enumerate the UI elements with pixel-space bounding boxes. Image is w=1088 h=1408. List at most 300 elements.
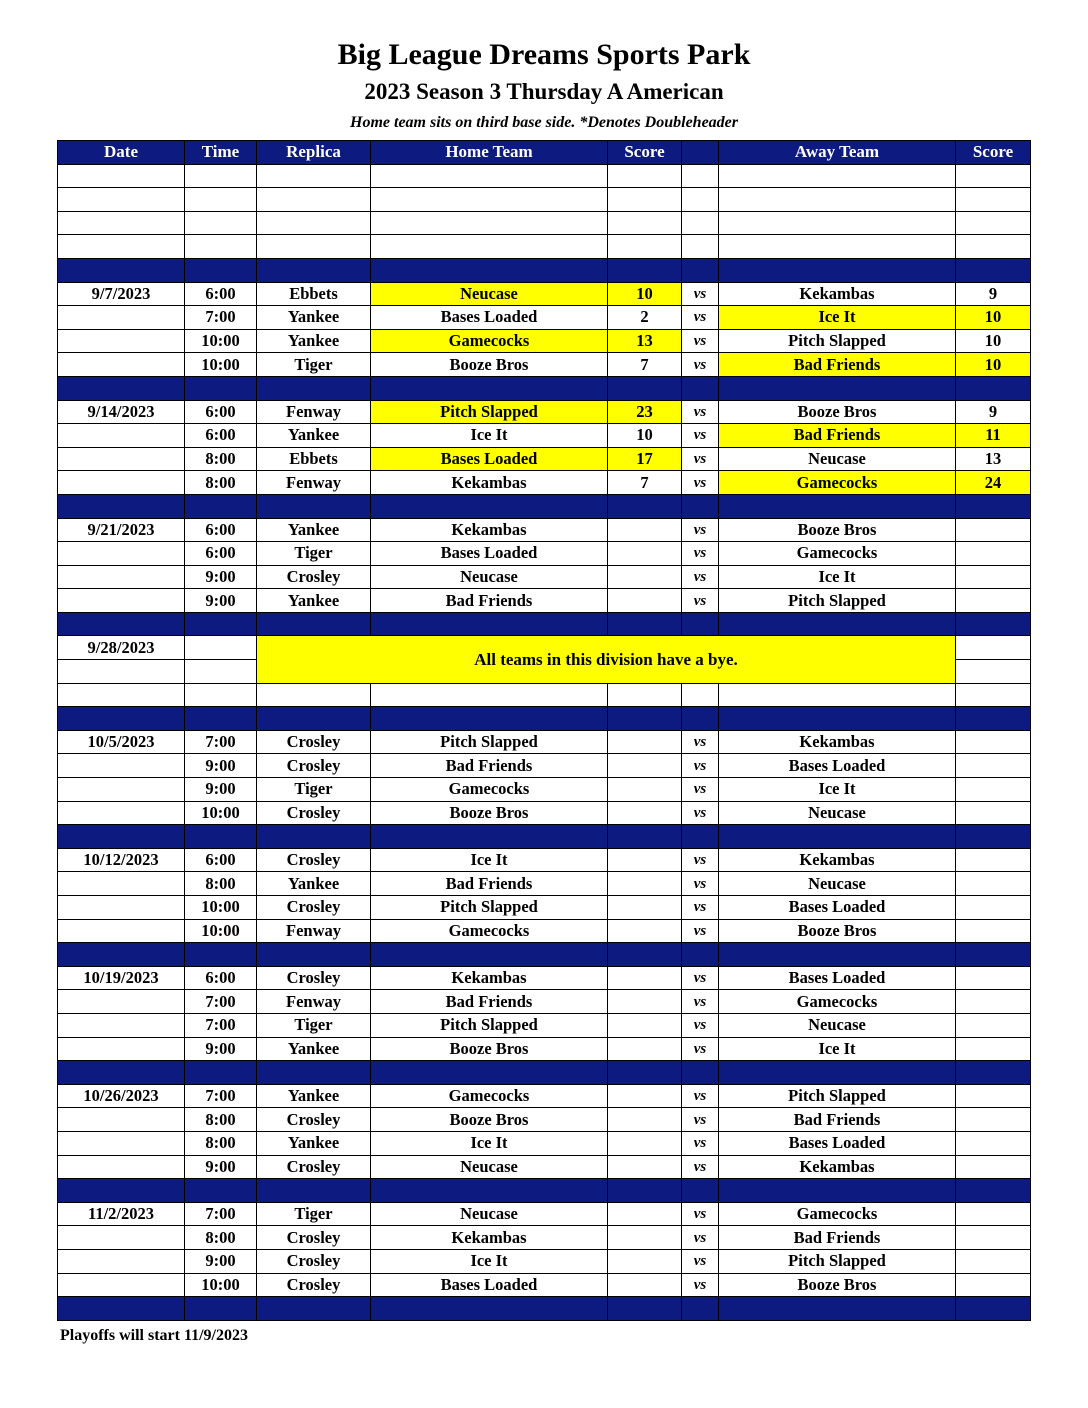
game-date: 10/5/2023 (58, 730, 185, 754)
game-replica: Tiger (257, 542, 371, 566)
game-time: 7:00 (185, 1202, 257, 1226)
game-row (58, 1131, 1031, 1155)
game-time: 6:00 (185, 282, 257, 306)
separator-cell (257, 707, 371, 731)
away-team: Bad Friends (719, 1226, 956, 1250)
separator-cell (956, 1179, 1031, 1203)
game-time: 9:00 (185, 754, 257, 778)
blank-row (58, 235, 1031, 259)
empty-cell (719, 188, 956, 212)
separator-cell (257, 1179, 371, 1203)
game-replica: Crosley (257, 966, 371, 990)
away-score (956, 896, 1031, 920)
blank-row (58, 188, 1031, 212)
home-score: 10 (608, 424, 682, 448)
game-row (58, 400, 1031, 424)
separator-cell (608, 1061, 682, 1085)
separator-cell (58, 494, 185, 518)
game-replica: Crosley (257, 754, 371, 778)
game-replica: Tiger (257, 778, 371, 802)
game-date (58, 919, 185, 943)
game-time: 7:00 (185, 1084, 257, 1108)
col-replica-header: Replica (257, 141, 371, 165)
home-team: Gamecocks (371, 919, 608, 943)
game-date (58, 353, 185, 377)
game-date (58, 801, 185, 825)
game-date (58, 660, 185, 684)
schedule-body (58, 164, 1031, 1320)
empty-cell (719, 235, 956, 259)
away-score (956, 1131, 1031, 1155)
game-row (58, 1155, 1031, 1179)
home-team: Bases Loaded (371, 306, 608, 330)
game-time: 6:00 (185, 424, 257, 448)
vs-label: vs (682, 1037, 719, 1061)
vs-label: vs (682, 872, 719, 896)
week-separator (58, 1061, 1031, 1085)
vs-label: vs (682, 1108, 719, 1132)
empty-cell (185, 683, 257, 707)
away-score: 10 (956, 329, 1031, 353)
game-date: 9/21/2023 (58, 518, 185, 542)
away-score: 10 (956, 306, 1031, 330)
separator-cell (719, 1179, 956, 1203)
away-score (956, 1226, 1031, 1250)
vs-label: vs (682, 400, 719, 424)
vs-label: vs (682, 518, 719, 542)
separator-cell (58, 1061, 185, 1085)
game-time: 9:00 (185, 1155, 257, 1179)
game-date: 9/14/2023 (58, 400, 185, 424)
separator-cell (608, 707, 682, 731)
game-replica: Ebbets (257, 282, 371, 306)
game-date (58, 565, 185, 589)
game-row (58, 1202, 1031, 1226)
home-score (608, 1108, 682, 1132)
vs-label: vs (682, 848, 719, 872)
home-score: 23 (608, 400, 682, 424)
home-score (608, 1273, 682, 1297)
home-team: Booze Bros (371, 353, 608, 377)
away-score (956, 778, 1031, 802)
vs-label: vs (682, 990, 719, 1014)
game-replica: Fenway (257, 471, 371, 495)
home-team: Bad Friends (371, 589, 608, 613)
col-date-header: Date (58, 141, 185, 165)
home-team: Kekambas (371, 518, 608, 542)
game-replica: Ebbets (257, 447, 371, 471)
game-replica: Yankee (257, 424, 371, 448)
home-score: 7 (608, 471, 682, 495)
game-replica: Crosley (257, 1155, 371, 1179)
empty-cell (719, 164, 956, 188)
separator-cell (58, 258, 185, 282)
separator-cell (185, 258, 257, 282)
home-score (608, 589, 682, 613)
game-time: 10:00 (185, 353, 257, 377)
empty-cell (185, 235, 257, 259)
away-score (956, 801, 1031, 825)
away-score: 9 (956, 282, 1031, 306)
game-time: 7:00 (185, 730, 257, 754)
game-replica: Tiger (257, 1013, 371, 1037)
home-score (608, 730, 682, 754)
empty-cell (956, 164, 1031, 188)
game-replica: Crosley (257, 730, 371, 754)
away-team: Kekambas (719, 730, 956, 754)
home-team: Ice It (371, 424, 608, 448)
vs-label: vs (682, 1131, 719, 1155)
game-replica: Crosley (257, 896, 371, 920)
away-score (956, 1155, 1031, 1179)
empty-cell (257, 235, 371, 259)
empty-cell (608, 683, 682, 707)
home-team: Kekambas (371, 471, 608, 495)
vs-label: vs (682, 306, 719, 330)
separator-cell (608, 943, 682, 967)
home-score (608, 1013, 682, 1037)
home-score (608, 1131, 682, 1155)
away-team: Bad Friends (719, 353, 956, 377)
separator-cell (956, 1061, 1031, 1085)
away-score (956, 660, 1031, 684)
away-score (956, 565, 1031, 589)
game-time: 6:00 (185, 400, 257, 424)
game-replica: Yankee (257, 589, 371, 613)
away-score: 9 (956, 400, 1031, 424)
home-team: Neucase (371, 1155, 608, 1179)
vs-label: vs (682, 329, 719, 353)
empty-cell (956, 683, 1031, 707)
game-row (58, 1249, 1031, 1273)
header-row (58, 141, 1031, 165)
home-team: Pitch Slapped (371, 400, 608, 424)
separator-cell (719, 1061, 956, 1085)
vs-label: vs (682, 565, 719, 589)
separator-cell (956, 258, 1031, 282)
separator-cell (185, 1297, 257, 1321)
game-time: 7:00 (185, 306, 257, 330)
separator-cell (608, 825, 682, 849)
away-team: Neucase (719, 801, 956, 825)
away-team: Gamecocks (719, 990, 956, 1014)
away-score (956, 1249, 1031, 1273)
away-score (956, 754, 1031, 778)
col-home-score-header: Score (608, 141, 682, 165)
away-team: Booze Bros (719, 919, 956, 943)
game-replica: Fenway (257, 400, 371, 424)
game-replica: Crosley (257, 1226, 371, 1250)
game-replica: Yankee (257, 1131, 371, 1155)
separator-cell (371, 1179, 608, 1203)
separator-cell (371, 612, 608, 636)
separator-cell (956, 1297, 1031, 1321)
game-time: 10:00 (185, 801, 257, 825)
separator-cell (257, 1061, 371, 1085)
game-replica: Crosley (257, 565, 371, 589)
game-time: 7:00 (185, 1013, 257, 1037)
game-date (58, 990, 185, 1014)
away-score (956, 1108, 1031, 1132)
separator-cell (185, 376, 257, 400)
home-team: Ice It (371, 1131, 608, 1155)
separator-cell (371, 376, 608, 400)
separator-cell (608, 1297, 682, 1321)
page-title: Big League Dreams Sports Park (337, 38, 751, 71)
game-time: 10:00 (185, 329, 257, 353)
away-score: 11 (956, 424, 1031, 448)
game-time: 6:00 (185, 542, 257, 566)
empty-cell (608, 211, 682, 235)
week-separator (58, 1297, 1031, 1321)
separator-cell (719, 825, 956, 849)
away-team: Gamecocks (719, 1202, 956, 1226)
empty-cell (58, 683, 185, 707)
home-team: Gamecocks (371, 329, 608, 353)
game-replica: Yankee (257, 306, 371, 330)
home-team: Neucase (371, 282, 608, 306)
col-away-score-header: Score (956, 141, 1031, 165)
game-replica: Yankee (257, 872, 371, 896)
separator-cell (257, 494, 371, 518)
home-team: Pitch Slapped (371, 896, 608, 920)
game-row (58, 801, 1031, 825)
home-score: 13 (608, 329, 682, 353)
separator-cell (58, 707, 185, 731)
away-team: Booze Bros (719, 518, 956, 542)
blank-row (58, 164, 1031, 188)
empty-cell (719, 683, 956, 707)
separator-cell (682, 376, 719, 400)
separator-cell (58, 943, 185, 967)
empty-cell (185, 164, 257, 188)
game-date (58, 1037, 185, 1061)
empty-cell (58, 164, 185, 188)
game-time: 10:00 (185, 1273, 257, 1297)
week-separator (58, 494, 1031, 518)
week-separator (58, 376, 1031, 400)
game-date (58, 1273, 185, 1297)
col-vs-header (682, 141, 719, 165)
separator-cell (956, 707, 1031, 731)
bye-message: All teams in this division have a bye. (257, 636, 956, 683)
home-score (608, 565, 682, 589)
away-team: Neucase (719, 447, 956, 471)
vs-label: vs (682, 778, 719, 802)
game-time: 8:00 (185, 1131, 257, 1155)
home-score (608, 872, 682, 896)
game-time: 6:00 (185, 518, 257, 542)
vs-label: vs (682, 1226, 719, 1250)
home-score (608, 1155, 682, 1179)
separator-cell (371, 1061, 608, 1085)
game-time: 9:00 (185, 565, 257, 589)
away-team: Pitch Slapped (719, 1084, 956, 1108)
game-row (58, 447, 1031, 471)
game-time: 10:00 (185, 896, 257, 920)
separator-cell (58, 1179, 185, 1203)
home-team: Bases Loaded (371, 1273, 608, 1297)
away-team: Bases Loaded (719, 966, 956, 990)
game-row (58, 471, 1031, 495)
away-score: 24 (956, 471, 1031, 495)
vs-label: vs (682, 589, 719, 613)
separator-cell (371, 707, 608, 731)
game-replica: Yankee (257, 1037, 371, 1061)
separator-cell (956, 494, 1031, 518)
away-score (956, 1273, 1031, 1297)
empty-cell (257, 188, 371, 212)
game-row (58, 1273, 1031, 1297)
game-time: 8:00 (185, 872, 257, 896)
separator-cell (682, 943, 719, 967)
home-score (608, 966, 682, 990)
vs-label: vs (682, 1273, 719, 1297)
vs-label: vs (682, 1155, 719, 1179)
vs-label: vs (682, 447, 719, 471)
game-time: 6:00 (185, 848, 257, 872)
game-row (58, 565, 1031, 589)
empty-cell (682, 188, 719, 212)
home-team: Booze Bros (371, 1037, 608, 1061)
away-team: Bases Loaded (719, 896, 956, 920)
empty-cell (371, 683, 608, 707)
game-date (58, 306, 185, 330)
vs-label: vs (682, 801, 719, 825)
home-team: Pitch Slapped (371, 1013, 608, 1037)
separator-cell (185, 494, 257, 518)
away-team: Pitch Slapped (719, 329, 956, 353)
separator-cell (682, 707, 719, 731)
game-date (58, 447, 185, 471)
empty-cell (608, 188, 682, 212)
game-row (58, 1226, 1031, 1250)
separator-cell (185, 612, 257, 636)
away-team: Bad Friends (719, 1108, 956, 1132)
game-date: 9/28/2023 (58, 636, 185, 660)
empty-cell (956, 235, 1031, 259)
game-row (58, 896, 1031, 920)
empty-cell (185, 188, 257, 212)
empty-cell (257, 211, 371, 235)
separator-cell (719, 376, 956, 400)
separator-cell (608, 1179, 682, 1203)
game-date (58, 1155, 185, 1179)
game-replica: Crosley (257, 801, 371, 825)
empty-cell (682, 164, 719, 188)
game-row (58, 329, 1031, 353)
game-replica: Crosley (257, 1273, 371, 1297)
separator-cell (257, 258, 371, 282)
vs-label: vs (682, 966, 719, 990)
game-row (58, 919, 1031, 943)
separator-cell (185, 825, 257, 849)
game-row (58, 282, 1031, 306)
home-score: 17 (608, 447, 682, 471)
home-team: Ice It (371, 848, 608, 872)
separator-cell (58, 825, 185, 849)
home-team: Gamecocks (371, 1084, 608, 1108)
away-team: Gamecocks (719, 471, 956, 495)
separator-cell (257, 825, 371, 849)
separator-cell (682, 258, 719, 282)
away-score (956, 1037, 1031, 1061)
game-date: 11/2/2023 (58, 1202, 185, 1226)
home-score: 7 (608, 353, 682, 377)
game-time: 9:00 (185, 589, 257, 613)
empty-cell (608, 164, 682, 188)
away-score (956, 848, 1031, 872)
separator-cell (58, 376, 185, 400)
empty-cell (682, 683, 719, 707)
home-team: Pitch Slapped (371, 730, 608, 754)
separator-cell (185, 943, 257, 967)
separator-cell (371, 258, 608, 282)
away-team: Bases Loaded (719, 1131, 956, 1155)
away-score (956, 636, 1031, 660)
separator-cell (608, 494, 682, 518)
away-team: Bad Friends (719, 424, 956, 448)
game-row (58, 542, 1031, 566)
game-time: 8:00 (185, 471, 257, 495)
home-team: Neucase (371, 565, 608, 589)
separator-cell (956, 612, 1031, 636)
vs-label: vs (682, 1084, 719, 1108)
separator-cell (608, 376, 682, 400)
separator-cell (608, 258, 682, 282)
game-date: 10/19/2023 (58, 966, 185, 990)
game-date: 10/12/2023 (58, 848, 185, 872)
empty-cell (58, 188, 185, 212)
separator-cell (719, 494, 956, 518)
game-date (58, 1226, 185, 1250)
vs-label: vs (682, 424, 719, 448)
away-team: Neucase (719, 1013, 956, 1037)
game-time: 8:00 (185, 1226, 257, 1250)
game-row (58, 848, 1031, 872)
home-team: Kekambas (371, 1226, 608, 1250)
separator-cell (956, 376, 1031, 400)
away-team: Bases Loaded (719, 754, 956, 778)
home-score (608, 518, 682, 542)
away-team: Neucase (719, 872, 956, 896)
separator-cell (371, 943, 608, 967)
vs-label: vs (682, 282, 719, 306)
empty-cell (185, 211, 257, 235)
game-time: 10:00 (185, 919, 257, 943)
home-team: Kekambas (371, 966, 608, 990)
game-time: 8:00 (185, 1108, 257, 1132)
week-separator (58, 1179, 1031, 1203)
separator-cell (956, 825, 1031, 849)
away-score (956, 1013, 1031, 1037)
page-subtitle: 2023 Season 3 Thursday A American (364, 79, 724, 104)
away-team: Booze Bros (719, 400, 956, 424)
empty-cell (682, 235, 719, 259)
empty-cell (956, 188, 1031, 212)
schedule-table (57, 140, 1031, 1321)
separator-cell (956, 943, 1031, 967)
game-time: 7:00 (185, 990, 257, 1014)
game-date (58, 424, 185, 448)
away-score (956, 589, 1031, 613)
away-team: Ice It (719, 778, 956, 802)
vs-label: vs (682, 542, 719, 566)
home-score (608, 848, 682, 872)
game-row (58, 1013, 1031, 1037)
game-row (58, 730, 1031, 754)
away-score (956, 990, 1031, 1014)
